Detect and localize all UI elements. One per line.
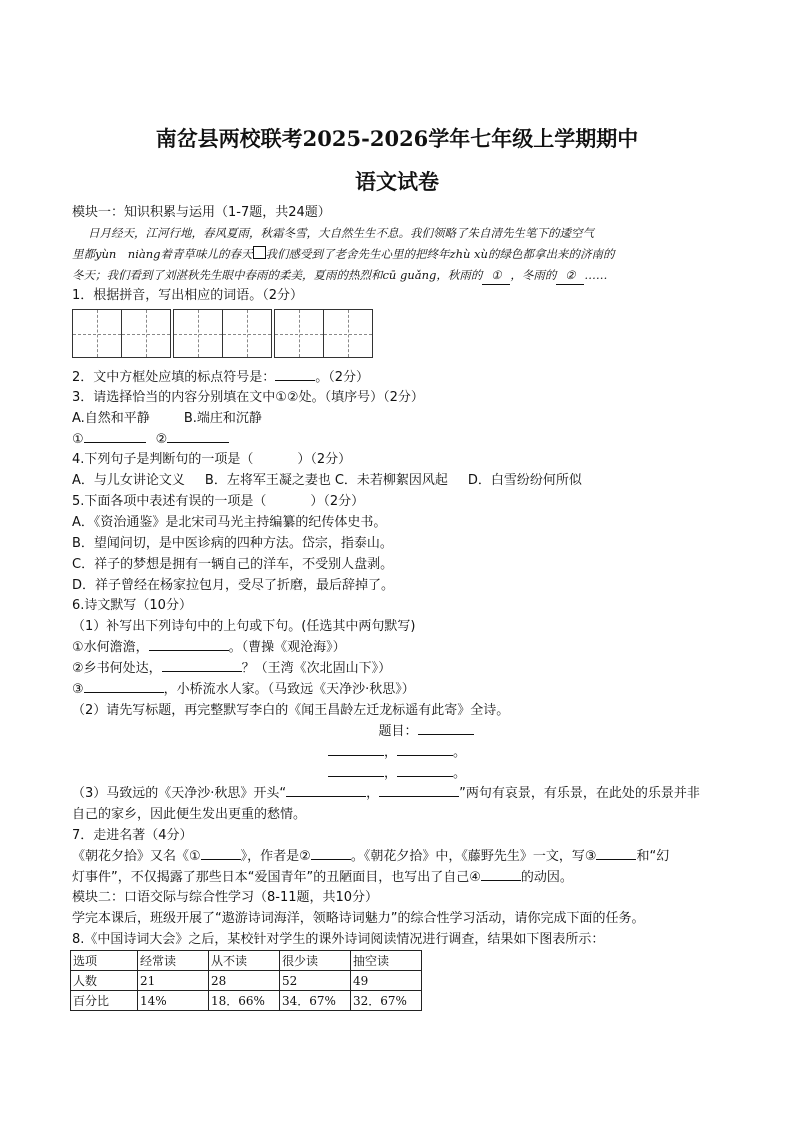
poem-title-blank[interactable] <box>418 734 474 735</box>
question-6: 6.诗文默写（10分） <box>72 598 192 613</box>
question-4-text: 4.下列句子是判断句的一项是（ <box>72 452 254 467</box>
comma: ， <box>383 745 397 760</box>
question-3-answers <box>72 431 229 449</box>
passage-line-2b: 我们感受到了老舍先生心里的把终年zhù xù的绿色都拿出来的济南的 <box>265 247 615 261</box>
question-2 <box>72 369 369 387</box>
poem-prefix: ③ <box>72 682 84 697</box>
option-b: B.端庄和沉静 <box>183 411 262 426</box>
table-cell: 抽空读 <box>351 951 422 971</box>
activity-intro: 学完本课后，班级开展了“遨游诗词海洋，领略诗词魅力”的综合性学习活动，请你完成下面的任务。 <box>72 911 645 926</box>
module2-heading: 模块二：口语交际与综合性学习（8-11题，共10分） <box>72 890 379 905</box>
table-cell: 18．66% <box>209 991 280 1011</box>
question-6-3-text: ”两句有哀景，有乐景，在此处的乐景并非 <box>459 786 700 801</box>
question-4 <box>72 451 351 469</box>
answer-label-2: ② <box>155 432 168 447</box>
poem-title-line <box>0 723 794 741</box>
answer-blank[interactable] <box>397 776 453 777</box>
passage-line-3b: ，冬雨的 <box>510 268 557 282</box>
answer-blank[interactable] <box>286 796 366 797</box>
answer-blank[interactable] <box>149 650 229 651</box>
table-row <box>71 951 422 971</box>
question-2-score: 。（2分） <box>315 370 370 385</box>
table-cell: 52 <box>280 971 351 991</box>
q7-text: 《朝花夕拾》又名《① <box>72 849 201 864</box>
option-d: D．白雪纷纷何所似 <box>467 473 582 488</box>
poem-line-2 <box>72 660 391 678</box>
answer-blank[interactable] <box>162 671 242 672</box>
passage-line-1: 日月经天，江河行地，春风夏雨，秋霜冬雪，大自然生生不息。我们领略了朱自清先生笔下的逶空气 <box>88 226 594 240</box>
question-6-part-3 <box>72 785 700 803</box>
answer-blank[interactable] <box>84 692 164 693</box>
option-c: C．未若柳絮因风起 <box>334 473 448 488</box>
table-cell: 选项 <box>71 951 138 971</box>
answer-blank[interactable] <box>397 755 453 756</box>
question-5 <box>72 493 364 511</box>
table-cell: 34．67% <box>280 991 351 1011</box>
poem-prefix: ①水何澹澹， <box>72 640 149 655</box>
q7-text: 灯事件”，不仅揭露了那些日本“爱国青年”的丑陋面目，也写出了自己④ <box>72 870 481 885</box>
answer-blank[interactable] <box>311 859 351 860</box>
blank-1-marker: ① <box>482 266 510 285</box>
question-2-text: 2．文中方框处应填的标点符号是： <box>72 370 276 385</box>
comma: ， <box>366 786 380 801</box>
question-7-line-1 <box>72 848 669 866</box>
pinyin-answer-grid <box>72 309 373 358</box>
exam-subtitle: 语文试卷 <box>355 169 439 194</box>
answer-blank[interactable] <box>275 380 315 381</box>
blank-2-marker: ② <box>556 266 584 285</box>
q7-text: 和“幻 <box>636 849 670 864</box>
answer-blank[interactable] <box>201 859 241 860</box>
answer-blank-2[interactable] <box>167 442 229 443</box>
question-1: 1．根据拼音，写出相应的词语。（2分） <box>72 288 304 303</box>
survey-table <box>70 950 422 1011</box>
option-a: A.自然和平静 <box>72 411 150 426</box>
poem-source: 。（曹操《观沧海》） <box>228 640 346 655</box>
answer-blank-1[interactable] <box>84 442 146 443</box>
answer-blank[interactable] <box>596 859 636 860</box>
question-6-part-1: （1）补写出下列诗句中的上句或下句。(任选其中两句默写) <box>72 619 416 634</box>
option-b: B．望闻问切，是中医诊病的四种方法。岱宗，指泰山。 <box>72 536 393 551</box>
passage-line-2 <box>72 245 614 263</box>
question-5-text: 5.下面各项中表述有误的一项是（ <box>72 494 267 509</box>
word-box-3[interactable] <box>274 309 373 358</box>
q7-text: 的动因。 <box>520 870 573 885</box>
question-7: 7．走进名著（4分） <box>72 828 193 843</box>
table-cell: 28 <box>209 971 280 991</box>
table-cell: 很少读 <box>280 951 351 971</box>
answer-blank[interactable] <box>481 880 521 881</box>
table-cell: 百分比 <box>71 991 138 1011</box>
question-6-part-3-cont: 自己的家乡，因此便生发出更重的愁情。 <box>72 807 307 822</box>
question-6-3-text: （3）马致远的《天净沙·秋思》开头“ <box>72 786 287 801</box>
table-cell: 21 <box>138 971 209 991</box>
poem-couplet-2 <box>0 765 794 783</box>
answer-label-1: ① <box>72 432 84 447</box>
table-cell: 14% <box>138 991 209 1011</box>
table-cell: 人数 <box>71 971 138 991</box>
question-6-part-2: （2）请先写标题，再完整默写李白的《闻王昌龄左迁龙标遥有此寄》全诗。 <box>72 703 510 718</box>
comma: ， <box>383 766 397 781</box>
question-7-line-2 <box>72 869 573 887</box>
answer-blank[interactable] <box>328 776 384 777</box>
q7-text: 》，作者是② <box>240 849 311 864</box>
exam-title: 南岔县两校联考2025-2026学年七年级上学期期中 <box>155 126 639 151</box>
option-b: B．左将军王凝之妻也 <box>204 473 331 488</box>
question-3-options <box>72 410 262 428</box>
option-a: A．与儿女讲论文义 <box>72 473 185 488</box>
answer-blank[interactable] <box>328 755 384 756</box>
module1-heading: 模块一：知识积累与运用（1-7题，共24题） <box>72 205 331 220</box>
answer-blank[interactable] <box>379 796 459 797</box>
table-row <box>71 991 422 1011</box>
option-a: A．《资治通鉴》是北宋司马光主持编纂的纪传体史书。 <box>72 515 387 530</box>
passage-line-3a: 冬天；我们看到了刘湛秋先生眼中春雨的柔美，夏雨的热烈和cū guǎng，秋雨的 <box>72 268 483 282</box>
poem-couplet-1 <box>0 744 794 762</box>
table-cell: 32．67% <box>351 991 422 1011</box>
poem-line-3 <box>72 681 415 699</box>
table-row <box>71 971 422 991</box>
q7-text: 。《朝花夕拾》中，《藤野先生》一文，写③ <box>350 849 597 864</box>
passage-ellipsis: …… <box>584 268 608 282</box>
option-d: D．祥子曾经在杨家拉包月，受尽了折磨，最后辞掉了。 <box>72 578 395 593</box>
question-5-score: ）（2分） <box>310 494 365 509</box>
poem-line-1 <box>72 639 346 657</box>
poem-title-label: 题目： <box>378 724 418 739</box>
passage-line-3 <box>72 266 607 285</box>
poem-source: ，小桥流水人家。（马致远《天净沙·秋思》） <box>163 682 415 697</box>
word-box-2[interactable] <box>173 309 272 358</box>
poem-source: ？（王湾《次北固山下》） <box>241 661 392 676</box>
table-cell: 49 <box>351 971 422 991</box>
period: 。 <box>453 745 467 760</box>
question-3: 3．请选择恰当的内容分别填在文中①②处。（填序号）（2分） <box>72 390 424 405</box>
period: 。 <box>453 766 467 781</box>
option-c: C．祥子的梦想是拥有一辆自己的洋车，不受别人盘剥。 <box>72 557 394 572</box>
table-cell: 从不读 <box>209 951 280 971</box>
question-4-score: ）（2分） <box>297 452 352 467</box>
table-cell: 经常读 <box>138 951 209 971</box>
poem-prefix: ②乡书何处达， <box>72 661 162 676</box>
word-box-1[interactable] <box>72 309 171 358</box>
question-8: 8.《中国诗词大会》之后，某校针对学生的课外诗词阅读情况进行调查，结果如下图表所示： <box>72 932 605 947</box>
punctuation-box <box>253 246 266 259</box>
passage-line-2a: 里都yùn niàng着青草味儿的春天 <box>72 247 253 261</box>
question-4-options <box>72 472 582 490</box>
